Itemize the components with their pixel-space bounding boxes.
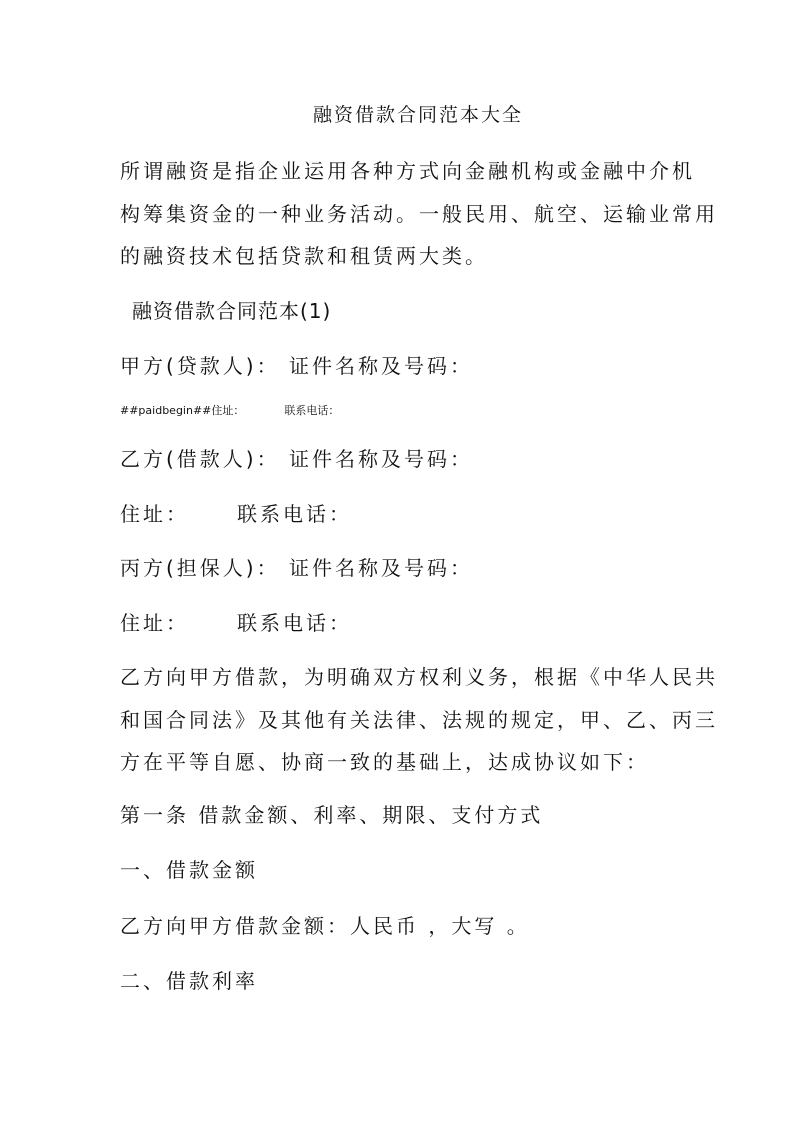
loan-amount-line: 乙方向甲方借款金额：人民币 ，大写 。 (120, 914, 530, 938)
section-1-heading: 一、借款金额 (120, 858, 258, 882)
party-c-row (120, 558, 473, 578)
paid-marker-row (120, 405, 339, 416)
section-subtitle: 融资借款合同范本(1) (132, 299, 332, 323)
intro-line-3: 的融资技术包括贷款和租赁两大类。 (120, 244, 488, 268)
party-a-role: 甲方(贷款人)： (120, 354, 280, 378)
document-title: 融资借款合同范本大全 (313, 104, 524, 126)
party-b-contact-row (120, 504, 352, 524)
intro-line-1: 所谓融资是指企业运用各种方式向金融机构或金融中介机 (120, 159, 695, 183)
party-c-id-label: 证件名称及号码： (288, 556, 473, 580)
paid-marker-address: ##paidbegin##住址： (120, 404, 245, 417)
party-a-row (120, 356, 473, 376)
party-b-address-label: 住址： (120, 502, 189, 526)
party-b-id-label: 证件名称及号码： (288, 447, 473, 471)
agreement-line-1: 乙方向甲方借款，为明确双方权利义务，根据《中华人民共 (120, 665, 718, 689)
party-c-address-label: 住址： (120, 611, 189, 635)
intro-line-2: 构筹集资金的一种业务活动。一般民用、航空、运输业常用 (120, 202, 718, 226)
paid-marker-phone: 联系电话： (284, 404, 340, 417)
party-c-phone-label: 联系电话： (237, 611, 352, 635)
party-b-row (120, 449, 473, 469)
party-b-phone-label: 联系电话： (237, 502, 352, 526)
party-c-contact-row (120, 613, 352, 633)
agreement-line-3: 方在平等自愿、协商一致的基础上，达成协议如下： (120, 750, 649, 774)
agreement-line-2: 和国合同法》及其他有关法律、法规的规定，甲、乙、丙三 (120, 708, 718, 732)
article-1-heading: 第一条 借款金额、利率、期限、支付方式 (120, 803, 544, 827)
party-a-id-label: 证件名称及号码： (288, 354, 473, 378)
party-b-role: 乙方(借款人)： (120, 447, 280, 471)
section-2-heading: 二、借款利率 (120, 969, 258, 993)
party-c-role: 丙方(担保人)： (120, 556, 280, 580)
